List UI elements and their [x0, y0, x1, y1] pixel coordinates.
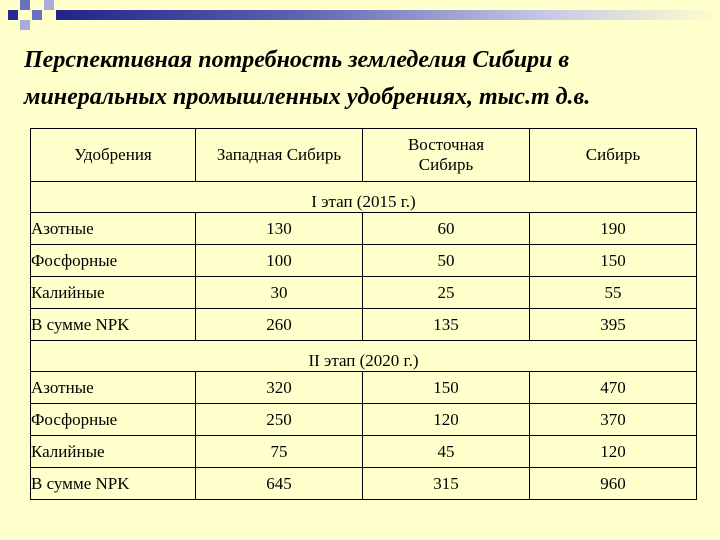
table-row — [31, 245, 697, 277]
value-total: 120 — [530, 436, 697, 468]
table-row — [31, 277, 697, 309]
value-total: 150 — [530, 245, 697, 277]
fertilizer-name: Калийные — [31, 436, 196, 468]
decor-gradient-bar — [56, 10, 720, 20]
value-east: 60 — [363, 213, 530, 245]
fertilizer-name: В сумме NPK — [31, 468, 196, 500]
header-east-siberia-text: Восточная Сибирь — [407, 135, 485, 174]
value-total: 960 — [530, 468, 697, 500]
value-total: 190 — [530, 213, 697, 245]
header-west-siberia: Западная Сибирь — [196, 129, 363, 182]
table-row — [31, 468, 697, 500]
value-west: 130 — [196, 213, 363, 245]
table-row — [31, 436, 697, 468]
slide-title: Перспективная потребность земледелия Сибири в минеральных промышленных удобрениях, тыс.т д.в. — [24, 47, 591, 110]
value-west: 645 — [196, 468, 363, 500]
fertilizer-name: Фосфорные — [31, 404, 196, 436]
value-west: 250 — [196, 404, 363, 436]
slide-decoration — [0, 0, 720, 30]
stage-label: II этап (2020 г.) — [31, 341, 697, 372]
fertilizer-name: Азотные — [31, 213, 196, 245]
header-siberia: Сибирь — [530, 129, 697, 182]
table-row — [31, 213, 697, 245]
header-east-siberia — [363, 129, 530, 182]
value-total: 370 — [530, 404, 697, 436]
value-east: 135 — [363, 309, 530, 341]
value-west: 75 — [196, 436, 363, 468]
stage-row — [31, 341, 697, 372]
fertilizer-name: Фосфорные — [31, 245, 196, 277]
fertilizer-name: Калийные — [31, 277, 196, 309]
value-total: 395 — [530, 309, 697, 341]
decor-square — [8, 10, 18, 20]
decor-square — [20, 0, 30, 10]
value-east: 315 — [363, 468, 530, 500]
header-row — [31, 129, 697, 182]
fertilizer-name: Азотные — [31, 372, 196, 404]
value-total: 55 — [530, 277, 697, 309]
decor-square — [44, 0, 54, 10]
value-west: 30 — [196, 277, 363, 309]
value-east: 25 — [363, 277, 530, 309]
value-east: 150 — [363, 372, 530, 404]
stage-label: I этап (2015 г.) — [31, 182, 697, 213]
fertilizer-name: В сумме NPK — [31, 309, 196, 341]
value-total: 470 — [530, 372, 697, 404]
table-row — [31, 372, 697, 404]
stage-row — [31, 182, 697, 213]
value-west: 320 — [196, 372, 363, 404]
table-row — [31, 309, 697, 341]
value-west: 100 — [196, 245, 363, 277]
decor-square — [20, 20, 30, 30]
value-east: 50 — [363, 245, 530, 277]
value-east: 45 — [363, 436, 530, 468]
value-east: 120 — [363, 404, 530, 436]
decor-square — [32, 10, 42, 20]
value-west: 260 — [196, 309, 363, 341]
table-row — [31, 404, 697, 436]
fertilizer-table — [30, 128, 697, 500]
header-fertilizers: Удобрения — [31, 129, 196, 182]
